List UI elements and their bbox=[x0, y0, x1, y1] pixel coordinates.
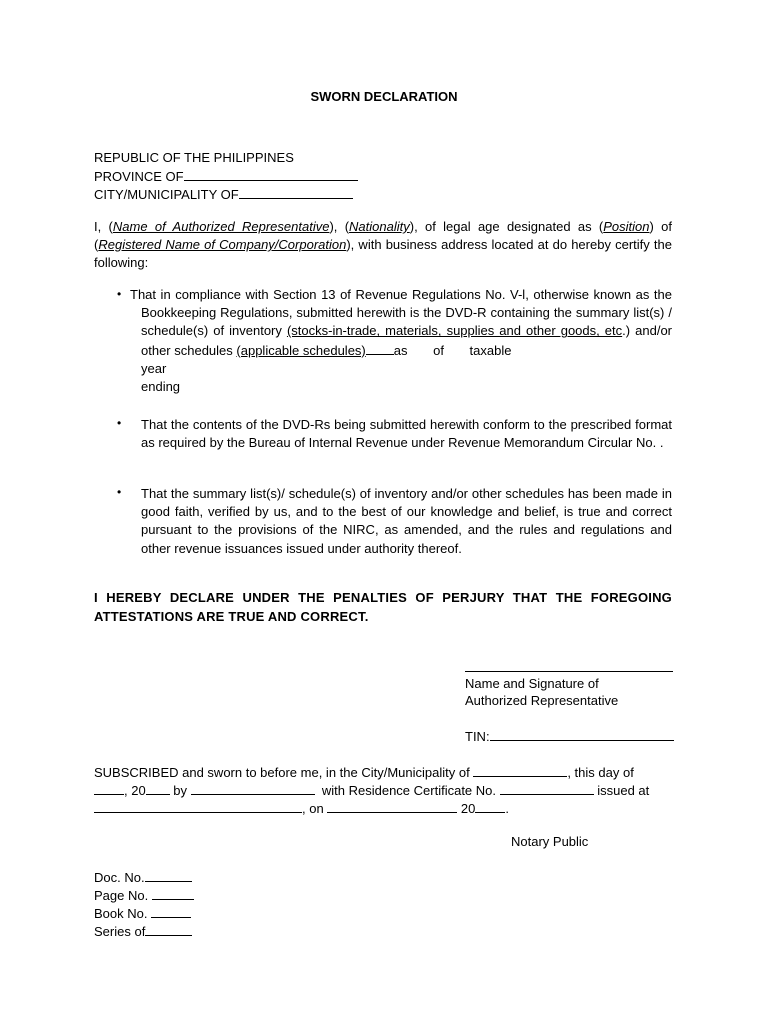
doc-no-blank[interactable] bbox=[145, 868, 192, 882]
inventory-types: (stocks-in-trade, materials, supplies and other goods, etc bbox=[286, 323, 623, 339]
bullet-2-text: That the contents of the DVD-Rs being submitted herewith conform to the prescribed format as required by the Bureau of Internal Revenue under Revenue Memorandum Circular No. . bbox=[141, 417, 672, 451]
nationality: Nationality bbox=[349, 219, 410, 234]
date-blank[interactable] bbox=[327, 799, 457, 813]
tin-field: TIN: bbox=[465, 727, 674, 746]
schedules-blank[interactable] bbox=[366, 341, 394, 355]
position: Position bbox=[603, 219, 650, 234]
signature-line[interactable] bbox=[465, 671, 673, 672]
residence-certificate-blank[interactable] bbox=[500, 781, 594, 795]
city-blank[interactable] bbox=[239, 185, 353, 199]
perjury-declaration: I HEREBY DECLARE UNDER THE PENALTIES OF PERJURY THAT THE FOREGOING ATTESTATIONS ARE TRUE AND CORRECT. bbox=[94, 590, 672, 624]
notary-public-label: Notary Public bbox=[511, 834, 589, 849]
doc-no: Doc. No. bbox=[94, 868, 192, 887]
bullet-icon: • bbox=[117, 485, 122, 499]
header-city: CITY/MUNICIPALITY OF bbox=[94, 185, 353, 204]
header-province: PROVINCE OF bbox=[94, 167, 358, 186]
page-no-blank[interactable] bbox=[152, 886, 194, 900]
issued-at-blank[interactable] bbox=[94, 799, 302, 813]
header-republic: REPUBLIC OF THE PHILIPPINES bbox=[94, 150, 294, 165]
book-no: Book No. bbox=[94, 904, 191, 923]
page-no: Page No. bbox=[94, 886, 194, 905]
intro-paragraph: I, (Name of Authorized Representative), (Nationality), of legal age designated as (Position) of (Registered Name of Company/Corporation), with business address located at do hereby certify the following: bbox=[94, 219, 672, 271]
subscribed-line-1: SUBSCRIBED and sworn to before me, in the City/Municipality of , this day of bbox=[94, 765, 634, 780]
series-of: Series of bbox=[94, 922, 192, 941]
year-blank[interactable] bbox=[146, 781, 170, 795]
subscribed-line-2: , 20 by with Residence Certificate No. issued at bbox=[94, 781, 649, 800]
city-municipality-blank[interactable] bbox=[473, 763, 567, 777]
company-name: Registered Name of Company/Corporation bbox=[98, 237, 347, 253]
day-blank[interactable] bbox=[94, 781, 124, 795]
bullet-icon: • bbox=[117, 287, 122, 301]
applicable-schedules: (applicable schedules) bbox=[236, 342, 366, 358]
book-no-blank[interactable] bbox=[151, 904, 191, 918]
subscribed-line-3: , on 20 . bbox=[94, 799, 509, 818]
province-blank[interactable] bbox=[184, 167, 358, 181]
signature-label-2: Authorized Representative bbox=[465, 693, 619, 708]
signature-label-1: Name and Signature of bbox=[465, 676, 599, 691]
tin-blank[interactable] bbox=[490, 727, 674, 741]
name-of-representative: Name of Authorized Representative bbox=[112, 219, 330, 234]
series-blank[interactable] bbox=[145, 922, 192, 936]
bullet-3-text: That the summary list(s)/ schedule(s) of inventory and/or other schedules has been made in good faith, verified by us, and to the best of our knowledge and belief, is true and correct pursuant to the provisions of the NIRC, as amended, and the rules and regulations and other revenue issuances issued under authority thereof. bbox=[141, 486, 672, 556]
bullet-1-text: That in compliance with Section 13 of Revenue Regulations No. V-l, otherwise known as the Bookkeeping Regulations, submitted herewith is the DVD-R containing the summary list(s) / schedule(s) of inventory (stocks-in-trade, materials, supplies and other goods, etc.) and/or other schedules (applicable schedules) as of taxable year ending bbox=[130, 287, 673, 395]
year-2-blank[interactable] bbox=[475, 799, 505, 813]
bullet-icon: • bbox=[117, 416, 122, 430]
by-blank[interactable] bbox=[191, 781, 315, 795]
page-title: SWORN DECLARATION bbox=[310, 89, 458, 104]
